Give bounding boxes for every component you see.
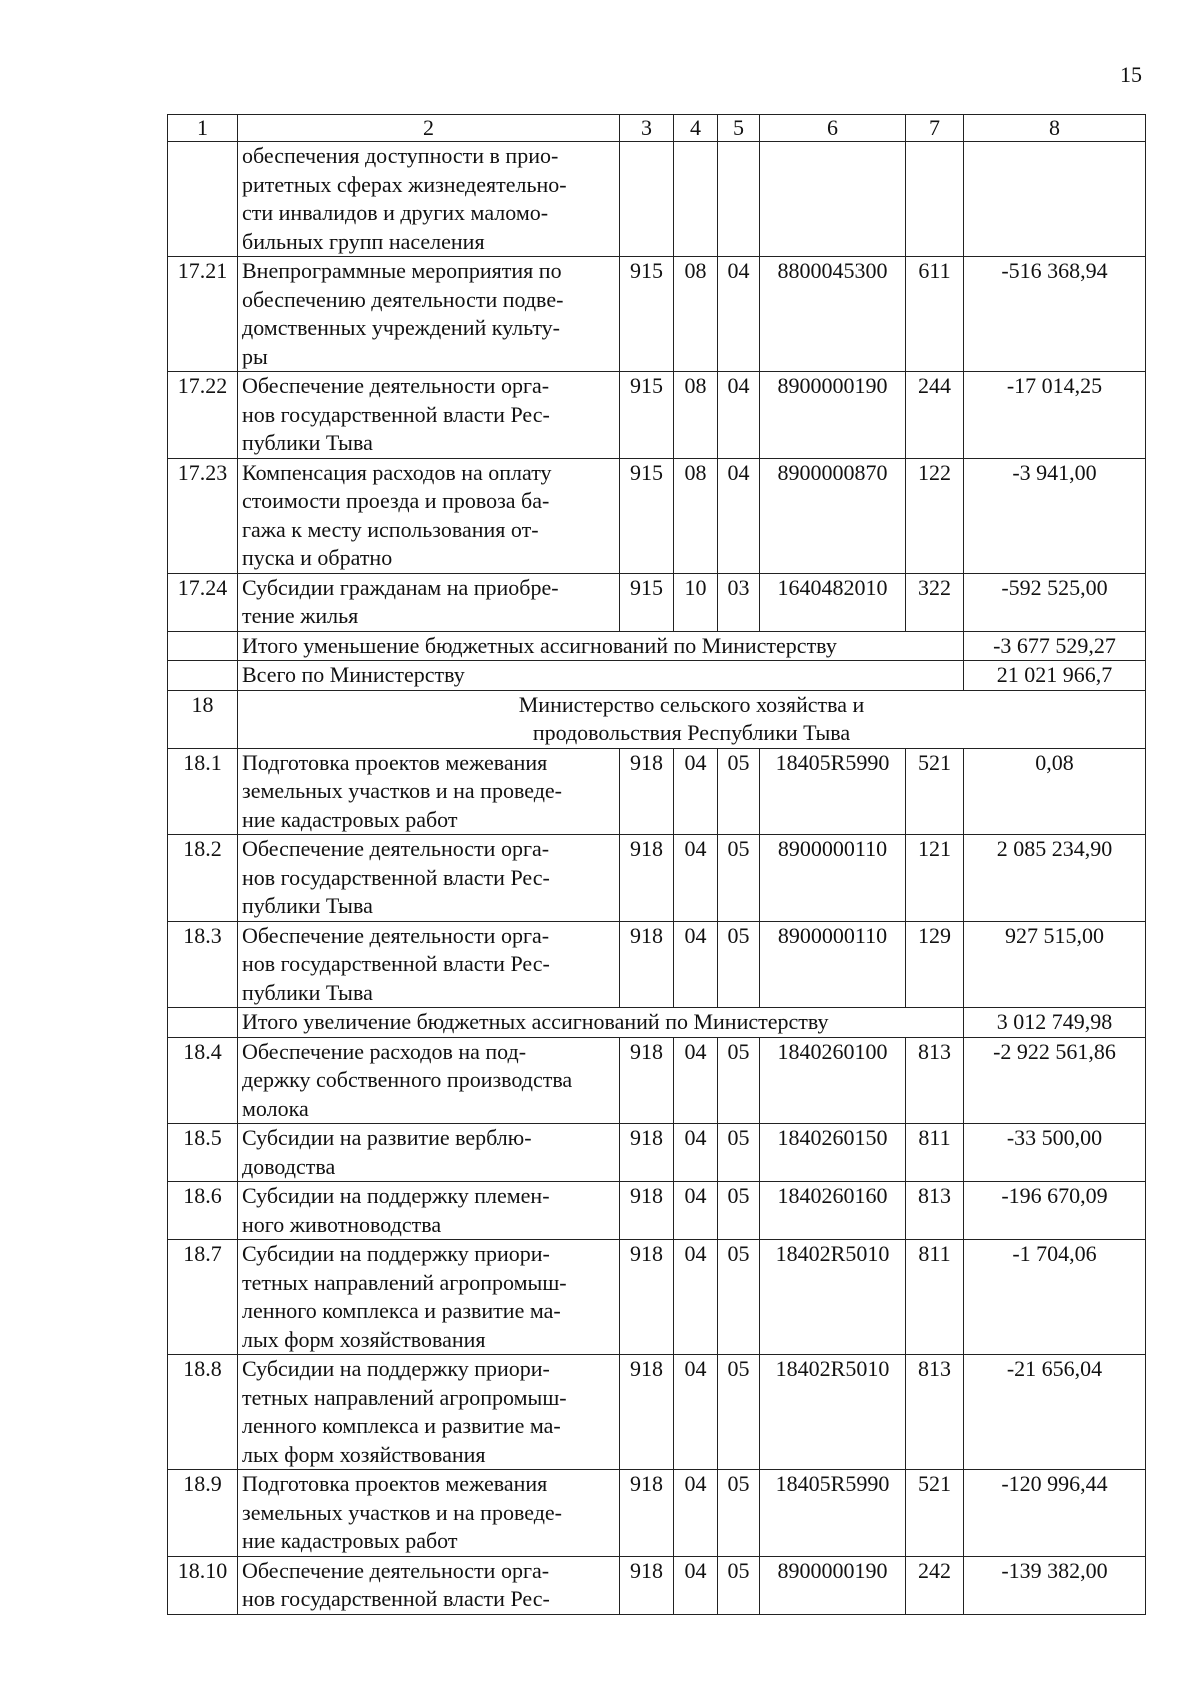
row-code-3: 918: [620, 835, 674, 922]
table-row: [168, 1556, 1146, 1614]
row-code-7: 813: [906, 1355, 964, 1470]
row-code-7: 611: [906, 257, 964, 372]
row-amount: -3 941,00: [964, 458, 1146, 573]
row-amount: -1 704,06: [964, 1240, 1146, 1355]
header-cell: 6: [760, 115, 906, 142]
row-amount: -516 368,94: [964, 257, 1146, 372]
row-code-6: 8800045300: [760, 257, 906, 372]
empty-cell: [674, 142, 718, 257]
empty-cell: [906, 142, 964, 257]
row-code-3: 915: [620, 257, 674, 372]
row-number: 17.22: [168, 372, 238, 459]
section-number: 18: [168, 690, 238, 748]
row-code-6: 1840260160: [760, 1182, 906, 1240]
empty-cell: [718, 142, 760, 257]
row-number: 17.21: [168, 257, 238, 372]
row-code-7: 521: [906, 1470, 964, 1557]
header-cell: 8: [964, 115, 1146, 142]
empty-cell: [168, 1008, 238, 1038]
row-code-7: 242: [906, 1556, 964, 1614]
row-code-4: 04: [674, 1037, 718, 1124]
row-code-4: 04: [674, 835, 718, 922]
row-code-7: 244: [906, 372, 964, 459]
row-description: Субсидии на поддержку приори- тетных направлений агропромыш- ленного комплекса и развитие ма- лых форм хозяйствования: [238, 1240, 620, 1355]
row-code-5: 04: [718, 458, 760, 573]
total-amount: -3 677 529,27: [964, 631, 1146, 661]
row-amount: -139 382,00: [964, 1556, 1146, 1614]
row-code-5: 05: [718, 835, 760, 922]
row-amount: -120 996,44: [964, 1470, 1146, 1557]
total-decrease-row: [168, 631, 1146, 661]
row-code-4: 04: [674, 748, 718, 835]
row-code-7: 813: [906, 1182, 964, 1240]
row-number: 18.5: [168, 1124, 238, 1182]
row-code-7: 122: [906, 458, 964, 573]
row-code-5: 05: [718, 1470, 760, 1557]
page-number: 15: [1120, 62, 1142, 87]
row-code-6: 1840260100: [760, 1037, 906, 1124]
total-ministry-row: [168, 661, 1146, 691]
row-amount: 2 085 234,90: [964, 835, 1146, 922]
header-cell: 4: [674, 115, 718, 142]
row-code-7: 811: [906, 1240, 964, 1355]
row-code-5: 05: [718, 1240, 760, 1355]
row-number: [168, 142, 238, 257]
row-code-3: 918: [620, 1470, 674, 1557]
row-number: 18.2: [168, 835, 238, 922]
row-description: Обеспечение деятельности орга- нов государственной власти Рес- публики Тыва: [238, 372, 620, 459]
row-code-7: 521: [906, 748, 964, 835]
total-amount: 21 021 966,7: [964, 661, 1146, 691]
row-code-7: 811: [906, 1124, 964, 1182]
row-code-7: 813: [906, 1037, 964, 1124]
row-code-4: 04: [674, 1182, 718, 1240]
table-row: [168, 257, 1146, 372]
row-number: 18.6: [168, 1182, 238, 1240]
total-amount: 3 012 749,98: [964, 1008, 1146, 1038]
row-number: 18.10: [168, 1556, 238, 1614]
row-code-3: 918: [620, 1556, 674, 1614]
row-code-5: 03: [718, 573, 760, 631]
row-code-7: 129: [906, 921, 964, 1008]
row-description: Субсидии на развитие верблю- доводства: [238, 1124, 620, 1182]
row-code-5: 05: [718, 1124, 760, 1182]
row-code-5: 05: [718, 921, 760, 1008]
empty-cell: [168, 661, 238, 691]
row-code-6: 18402R5010: [760, 1355, 906, 1470]
row-code-6: 8900000190: [760, 372, 906, 459]
table-row: [168, 1355, 1146, 1470]
table-row: [168, 1124, 1146, 1182]
row-code-3: 918: [620, 1182, 674, 1240]
row-code-4: 04: [674, 1355, 718, 1470]
row-code-3: 918: [620, 921, 674, 1008]
row-amount: -33 500,00: [964, 1124, 1146, 1182]
empty-cell: [964, 142, 1146, 257]
table-row: [168, 372, 1146, 459]
table-row: [168, 458, 1146, 573]
row-amount: -2 922 561,86: [964, 1037, 1146, 1124]
table-row: [168, 573, 1146, 631]
row-code-4: 10: [674, 573, 718, 631]
header-cell: 7: [906, 115, 964, 142]
row-code-3: 918: [620, 1037, 674, 1124]
row-code-6: 1640482010: [760, 573, 906, 631]
row-description: Субсидии на поддержку приори- тетных направлений агропромыш- ленного комплекса и развитие ма- лых форм хозяйствования: [238, 1355, 620, 1470]
total-label: Итого уменьшение бюджетных ассигнований по Министерству: [238, 631, 964, 661]
header-row: [168, 115, 1146, 142]
row-code-3: 915: [620, 372, 674, 459]
row-description: Подготовка проектов межевания земельных участков и на проведе- ние кадастровых работ: [238, 1470, 620, 1557]
row-code-4: 04: [674, 1556, 718, 1614]
row-code-6: 1840260150: [760, 1124, 906, 1182]
row-description: Подготовка проектов межевания земельных участков и на проведе- ние кадастровых работ: [238, 748, 620, 835]
table-row: [168, 1182, 1146, 1240]
row-code-3: 918: [620, 1240, 674, 1355]
row-number: 18.7: [168, 1240, 238, 1355]
row-code-6: 8900000110: [760, 835, 906, 922]
row-code-4: 04: [674, 921, 718, 1008]
row-code-4: 08: [674, 458, 718, 573]
row-amount: -17 014,25: [964, 372, 1146, 459]
row-code-3: 918: [620, 1355, 674, 1470]
row-code-5: 05: [718, 748, 760, 835]
total-increase-row: [168, 1008, 1146, 1038]
row-code-5: 05: [718, 1037, 760, 1124]
row-code-5: 04: [718, 257, 760, 372]
row-description: Обеспечение деятельности орга- нов государственной власти Рес- публики Тыва: [238, 921, 620, 1008]
row-code-6: 8900000870: [760, 458, 906, 573]
row-code-7: 322: [906, 573, 964, 631]
row-code-4: 08: [674, 257, 718, 372]
continuation-row: [168, 142, 1146, 257]
header-cell: 2: [238, 115, 620, 142]
row-code-5: 05: [718, 1355, 760, 1470]
row-number: 17.23: [168, 458, 238, 573]
row-amount: -196 670,09: [964, 1182, 1146, 1240]
total-label: Итого увеличение бюджетных ассигнований по Министерству: [238, 1008, 964, 1038]
table-row: [168, 1240, 1146, 1355]
row-number: 18.3: [168, 921, 238, 1008]
row-code-7: 121: [906, 835, 964, 922]
section-title: Министерство сельского хозяйства и продовольствия Республики Тыва: [238, 690, 1146, 748]
row-code-3: 918: [620, 1124, 674, 1182]
row-code-4: 04: [674, 1240, 718, 1355]
row-description: Обеспечение расходов на под- держку собственного производства молока: [238, 1037, 620, 1124]
row-description: Обеспечение деятельности орга- нов государственной власти Рес-: [238, 1556, 620, 1614]
row-code-6: 8900000110: [760, 921, 906, 1008]
row-amount: -592 525,00: [964, 573, 1146, 631]
row-description: Обеспечение деятельности орга- нов государственной власти Рес- публики Тыва: [238, 835, 620, 922]
row-number: 18.1: [168, 748, 238, 835]
row-amount: 0,08: [964, 748, 1146, 835]
row-code-5: 05: [718, 1556, 760, 1614]
row-description: Компенсация расходов на оплату стоимости проезда и провоза ба- гажа к месту использования от- пуска и обратно: [238, 458, 620, 573]
row-code-6: 18402R5010: [760, 1240, 906, 1355]
header-cell: 5: [718, 115, 760, 142]
row-code-3: 915: [620, 458, 674, 573]
row-code-4: 04: [674, 1470, 718, 1557]
empty-cell: [168, 631, 238, 661]
row-number: 17.24: [168, 573, 238, 631]
table-row: [168, 835, 1146, 922]
table-row: [168, 748, 1146, 835]
row-code-5: 04: [718, 372, 760, 459]
header-cell: 3: [620, 115, 674, 142]
row-description: обеспечения доступности в прио- ритетных сферах жизнедеятельно- сти инвалидов и других маломо- бильных групп населения: [238, 142, 620, 257]
empty-cell: [760, 142, 906, 257]
table-row: [168, 1037, 1146, 1124]
row-code-6: 18405R5990: [760, 748, 906, 835]
row-code-4: 08: [674, 372, 718, 459]
row-amount: 927 515,00: [964, 921, 1146, 1008]
row-code-4: 04: [674, 1124, 718, 1182]
row-amount: -21 656,04: [964, 1355, 1146, 1470]
budget-table: [167, 114, 1146, 1615]
row-code-3: 918: [620, 748, 674, 835]
row-code-6: 18405R5990: [760, 1470, 906, 1557]
row-number: 18.4: [168, 1037, 238, 1124]
row-number: 18.9: [168, 1470, 238, 1557]
header-cell: 1: [168, 115, 238, 142]
row-description: Субсидии гражданам на приобре- тение жилья: [238, 573, 620, 631]
row-code-6: 8900000190: [760, 1556, 906, 1614]
row-code-3: 915: [620, 573, 674, 631]
row-number: 18.8: [168, 1355, 238, 1470]
table-row: [168, 921, 1146, 1008]
row-code-5: 05: [718, 1182, 760, 1240]
section-header-row: [168, 690, 1146, 748]
row-description: Субсидии на поддержку племен- ного животноводства: [238, 1182, 620, 1240]
row-description: Внепрограммные мероприятия по обеспечению деятельности подве- домственных учреждений культу- ры: [238, 257, 620, 372]
total-label: Всего по Министерству: [238, 661, 964, 691]
table-row: [168, 1470, 1146, 1557]
empty-cell: [620, 142, 674, 257]
